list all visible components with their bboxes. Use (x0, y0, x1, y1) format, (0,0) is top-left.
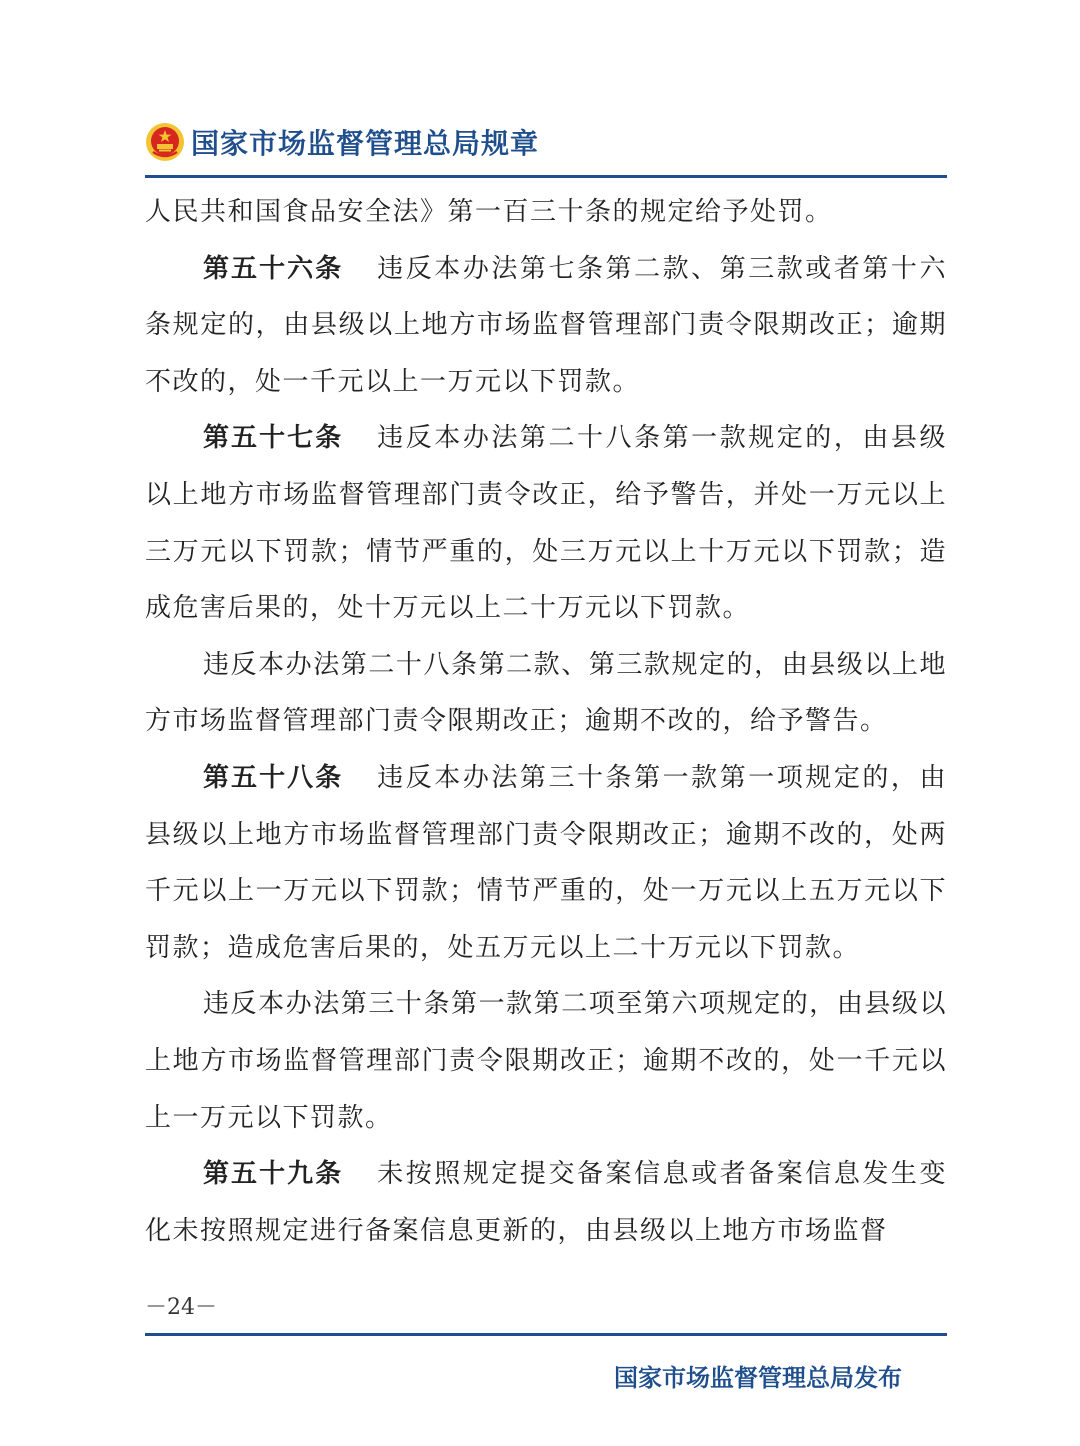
paragraph (145, 976, 947, 1146)
paragraph-text: 未按照规定提交备案信息或者备案信息发生变化未按照规定进行备案信息更新的，由县级以上地方市场监督 (145, 1159, 947, 1246)
header-title: 国家市场监督管理总局规章 (191, 127, 540, 160)
paragraph-text: 违反本办法第七条第二款、第三款或者第十六条规定的，由县级以上地方市场监督管理部门责令限期改正；逾期不改的，处一千元以上一万元以下罚款。 (145, 253, 947, 397)
paragraph-text: 违反本办法第二十八条第二款、第三款规定的，由县级以上地方市场监督管理部门责令限期改正；逾期不改的，给予警告。 (145, 649, 947, 737)
article-number: 第五十八条 (203, 762, 344, 793)
paragraph-text: 人民共和国食品安全法》第一百三十条的规定给予处罚。 (145, 197, 833, 227)
article-number: 第五十六条 (203, 253, 344, 284)
paragraph-text: 违反本办法第二十八条第一款规定的，由县级以上地方市场监督管理部门责令改正，给予警告，并处一万元以上三万元以下罚款；情节严重的，处三万元以上十万元以下罚款；造成危害后果的，处十万元以上二十万元以下罚款。 (145, 423, 947, 624)
article-number: 第五十七条 (203, 423, 344, 454)
paragraph (145, 184, 947, 241)
article-paragraph (145, 1146, 947, 1259)
article-number: 第五十九条 (203, 1159, 344, 1190)
article-paragraph (145, 410, 947, 636)
footer-divider (145, 1333, 947, 1336)
regulation-body (145, 184, 947, 1259)
paragraph-text: 违反本办法第三十条第一款第一项规定的，由县级以上地方市场监督管理部门责令限期改正；逾期不改的，处两千元以上一万元以下罚款；情节严重的，处一万元以上五万元以下罚款；造成危害后果的，处五万元以上二十万元以下罚款。 (145, 762, 947, 963)
document-header (145, 120, 947, 178)
article-paragraph (145, 750, 947, 976)
article-paragraph (145, 241, 947, 411)
paragraph (145, 637, 947, 750)
national-emblem-icon (145, 122, 185, 162)
header-divider (145, 175, 947, 178)
publisher-label: 国家市场监督管理总局发布 (614, 1364, 902, 1392)
page-number: －24－ (145, 1295, 217, 1320)
paragraph-text: 违反本办法第三十条第一款第二项至第六项规定的，由县级以上地方市场监督管理部门责令限期改正；逾期不改的，处一千元以上一万元以下罚款。 (145, 989, 947, 1133)
